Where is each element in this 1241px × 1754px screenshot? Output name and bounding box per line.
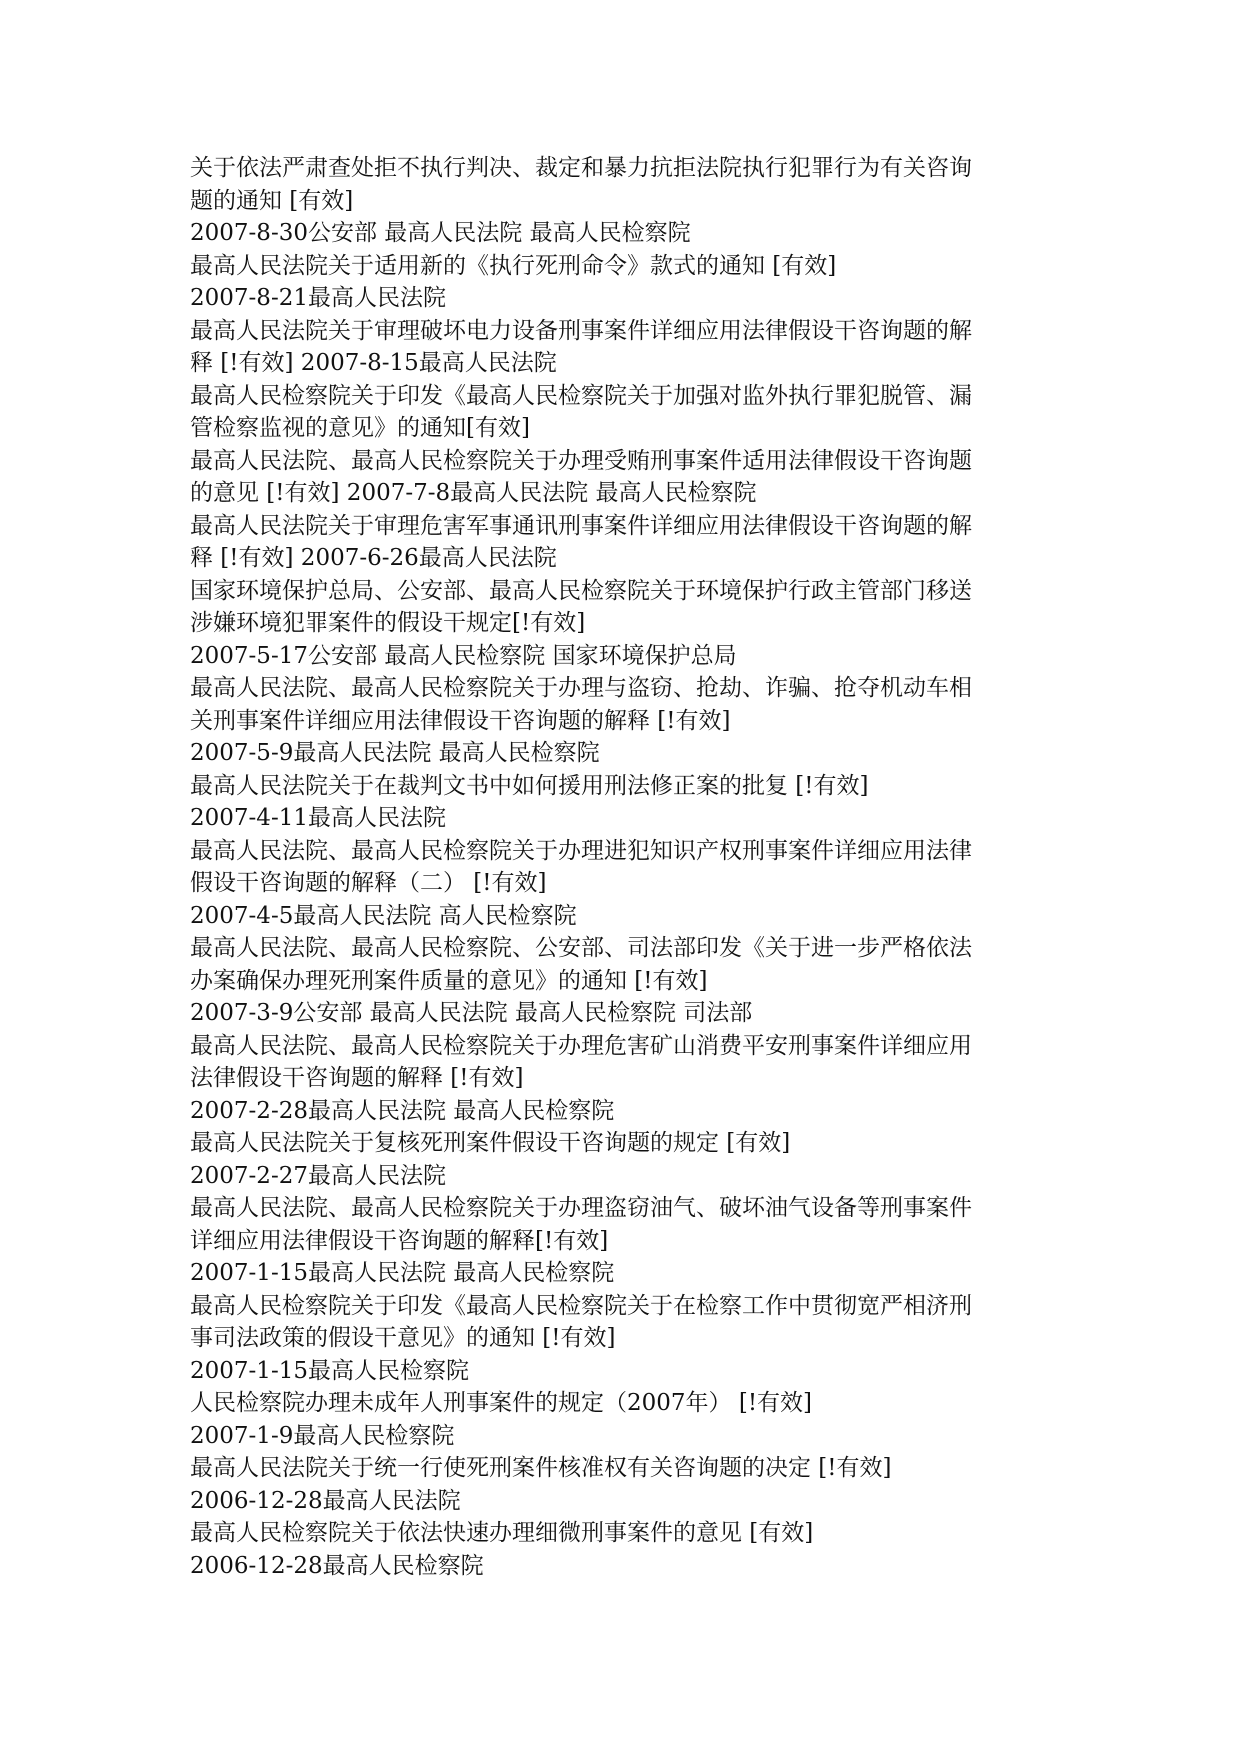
- text-line: 2007-1-15最高人民法院 最高人民检察院: [190, 1260, 615, 1286]
- text-line: 最高人民法院关于审理危害军事通讯刑事案件详细应用法律假设干咨询题的解: [190, 512, 972, 539]
- text-line: 最高人民法院、最高人民检察院关于办理受贿刑事案件适用法律假设干咨询题: [190, 447, 972, 474]
- text-line: 2007-5-17公安部 最高人民检察院 国家环境保护总局: [190, 642, 737, 669]
- text-line: 详细应用法律假设干咨询题的解释[!有效]: [190, 1227, 609, 1254]
- text-line: 最高人民法院、最高人民检察院、公安部、司法部印发《关于进一步严格依法: [190, 935, 972, 961]
- text-line: 管检察监视的意见》的通知[有效]: [190, 415, 530, 441]
- text-line: 最高人民法院关于适用新的《执行死刑命令》款式的通知 [有效]: [190, 252, 837, 279]
- text-line: 事司法政策的假设干意见》的通知 [!有效]: [190, 1325, 616, 1351]
- text-line: 2007-4-5最高人民法院 高人民检察院: [190, 902, 577, 929]
- text-line: 假设干咨询题的解释（二） [!有效]: [190, 870, 547, 896]
- text-line: 法律假设干咨询题的解释 [!有效]: [190, 1065, 524, 1091]
- document-body: [190, 152, 1050, 1582]
- text-line: 最高人民法院关于复核死刑案件假设干咨询题的规定 [有效]: [190, 1130, 791, 1156]
- text-line: 涉嫌环境犯罪案件的假设干规定[!有效]: [190, 610, 586, 636]
- text-line: 最高人民检察院关于印发《最高人民检察院关于加强对监外执行罪犯脱管、漏: [190, 382, 972, 409]
- text-line: 最高人民法院、最高人民检察院关于办理盗窃油气、破坏油气设备等刑事案件: [190, 1195, 972, 1221]
- text-line: 最高人民法院、最高人民检察院关于办理与盗窃、抢劫、诈骗、抢夺机动车相: [190, 675, 972, 701]
- text-line: 关刑事案件详细应用法律假设干咨询题的解释 [!有效]: [190, 707, 731, 734]
- text-line: 的意见 [!有效] 2007-7-8最高人民法院 最高人民检察院: [190, 480, 757, 506]
- text-line: 最高人民法院关于审理破坏电力设备刑事案件详细应用法律假设干咨询题的解: [190, 317, 972, 344]
- text-line: 2006-12-28最高人民法院: [190, 1487, 461, 1514]
- text-line: 释 [!有效] 2007-6-26最高人民法院: [190, 545, 557, 571]
- text-line: 最高人民法院关于在裁判文书中如何援用刑法修正案的批复 [!有效]: [190, 772, 869, 799]
- text-line: 最高人民法院关于统一行使死刑案件核准权有关咨询题的决定 [!有效]: [190, 1455, 892, 1481]
- text-line: 2007-1-15最高人民检察院: [190, 1357, 469, 1384]
- text-line: 2007-2-27最高人民法院: [190, 1162, 446, 1189]
- text-line: 办案确保办理死刑案件质量的意见》的通知 [!有效]: [190, 967, 708, 994]
- text-line: 2007-8-21最高人民法院: [190, 285, 446, 311]
- text-line: 人民检察院办理未成年人刑事案件的规定（2007年） [!有效]: [190, 1390, 813, 1416]
- text-line: 2007-2-28最高人民法院 最高人民检察院: [190, 1097, 615, 1124]
- text-line: 2007-4-11最高人民法院: [190, 805, 446, 831]
- text-line: 2006-12-28最高人民检察院: [190, 1552, 484, 1579]
- text-line: 题的通知 [有效]: [190, 187, 354, 214]
- text-line: 2007-3-9公安部 最高人民法院 最高人民检察院 司法部: [190, 1000, 753, 1026]
- text-line: 2007-5-9最高人民法院 最高人民检察院: [190, 740, 600, 766]
- text-line: 最高人民检察院关于依法快速办理细微刑事案件的意见 [有效]: [190, 1520, 814, 1546]
- text-line: 2007-1-9最高人民检察院: [190, 1422, 455, 1449]
- text-line: 最高人民法院、最高人民检察院关于办理危害矿山消费平安刑事案件详细应用: [190, 1032, 972, 1059]
- text-line: 2007-8-30公安部 最高人民法院 最高人民检察院: [190, 220, 691, 246]
- text-line: 最高人民法院、最高人民检察院关于办理进犯知识产权刑事案件详细应用法律: [190, 837, 972, 864]
- text-line: 关于依法严肃查处拒不执行判决、裁定和暴力抗拒法院执行犯罪行为有关咨询: [190, 155, 972, 181]
- text-line: 最高人民检察院关于印发《最高人民检察院关于在检察工作中贯彻宽严相济刑: [190, 1292, 972, 1319]
- text-line: 国家环境保护总局、公安部、最高人民检察院关于环境保护行政主管部门移送: [190, 577, 972, 604]
- text-line: 释 [!有效] 2007-8-15最高人民法院: [190, 350, 557, 376]
